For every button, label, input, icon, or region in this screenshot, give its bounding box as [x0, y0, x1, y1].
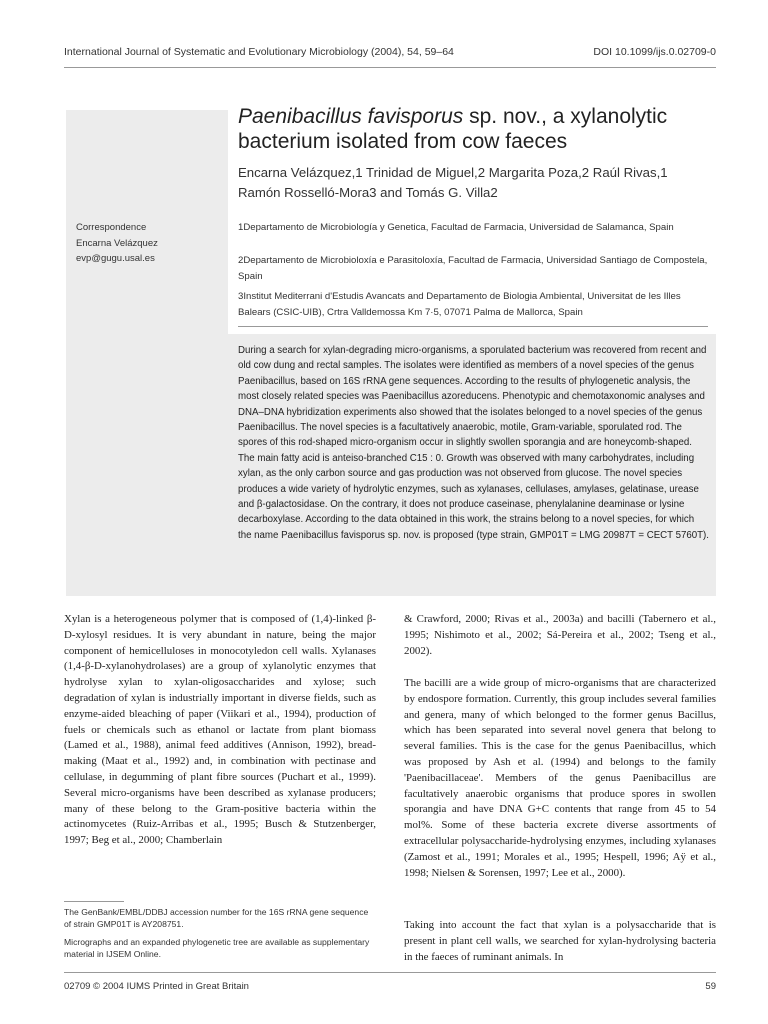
authors-line-1: Encarna Velázquez,1 Trinidad de Miguel,2 Margarita Poza,2 Raúl Rivas,1 — [238, 165, 668, 180]
correspondence-heading: Correspondence — [76, 222, 147, 233]
affiliation-1: 1Departamento de Microbiología y Genetica, Facultad de Farmacia, Universidad de Salamanca, Spain — [238, 222, 674, 233]
journal-citation: International Journal of Systematic and Evolutionary Microbiology (2004), 54, 59–64 — [64, 46, 454, 58]
title-rest: sp. nov., a xylanolytic bacterium isolated from cow faeces — [238, 105, 668, 153]
footnote-supplementary: Micrographs and an expanded phylogenetic tree are available as supplementary material in IJSEM Online. — [64, 937, 370, 959]
affiliation-3: 3Institut Mediterrani d'Estudis Avancats and Departamento de Biologia Ambiental, Universitat de les Illes Balears (CSIC-UIB), Crtra Valldemossa Km 7·5, 07071 Palma de Mallorca, Spain — [238, 291, 681, 318]
header-rule — [64, 67, 716, 68]
footer-rule — [64, 972, 716, 973]
doi: DOI 10.1099/ijs.0.02709-0 — [593, 46, 716, 58]
sidebar-shade — [66, 110, 228, 596]
body-paragraph-right-1: & Crawford, 2000; Rivas et al., 2003a) and bacilli (Tabernero et al., 1995; Nishimoto et al., 2002; Sá-Pereira et al., 2002; Tseng et al., 2002). — [404, 613, 716, 657]
abstract: During a search for xylan-degrading micro-organisms, a sporulated bacterium was recovered from recent and old cow dung and rectal samples. The isolates were identified as members of a novel species of the genus Paenibacillus, based on 16S rRNA gene sequences. According to the results of phylogenetic analysis, the most closely related species was Paenibacillus azoreducens. Phenotypic and chemotaxonomic analyses and DNA–DNA hybridization experiments also showed that the isolates belonged to a novel species of the genus Paenibacillus. The novel species is a facultatively anaerobic, motile, Gram-variable, sporulated rod. The spores of this rod-shaped micro-organism occur in slightly swollen sporangia and are honeycomb-shaped. The main fatty acid is anteiso-branched C15 : 0. Growth was observed with many carbohydrates, including xylan, as the only carbon source and gas production was not observed from glucose. The novel species produces a wide variety of hydrolytic enzymes, such as xylanases, cellulases, amylases, gelatinase, urease and β-galactosidase. On the contrary, it does not produce caseinase, phenylalanine deaminase or lysine decarboxylase. According to the data obtained in this work, the strains belong to a novel species, for which the name Paenibacillus favisporus sp. nov. is proposed (type strain, GMP01T = LMG 20987T = CECT 5760T). — [238, 345, 709, 541]
page-number: 59 — [705, 981, 716, 992]
footer-copyright: 02709 © 2004 IUMS Printed in Great Britain — [64, 981, 249, 992]
body-paragraph-right-2: The bacilli are a wide group of micro-organisms that are characterized by endospore formation. Currently, this group includes several families and genera, many of which belonged to the former genus Bacillus, which has been separated into several novel genera that belong to several families. This is the case for the genus Paenibacillus, which was proposed by Ash et al. (1994) and belongs to the family 'Paenibacillaceae'. Members of the genus Paenibacillus are facultatively anaerobic organisms that produce spores in swollen sporangia and have DNA G+C contents that range from 45 to 54 mol%. Some of these bacteria excrete diverse assortments of extracellular polysaccharide-hydrolysing enzymes, including xylanases (Zamost et al., 1991; Morales et al., 1995; Hespell, 1996; Aÿ et al., 1998; Nielsen & Sorensen, 1997; Lee et al., 2000). — [404, 677, 716, 879]
article-title — [238, 104, 708, 154]
correspondence-email[interactable]: evp@gugu.usal.es — [76, 253, 155, 264]
footnote-accession: The GenBank/EMBL/DDBJ accession number for the 16S rRNA gene sequence of strain GMP01T is AY208751. — [64, 907, 369, 929]
authors-line-2: Ramón Rosselló-Mora3 and Tomás G. Villa2 — [238, 185, 498, 200]
affiliation-rule — [238, 326, 708, 327]
authors — [238, 163, 708, 203]
affiliation-2: 2Departamento de Microbioloxía e Parasitoloxía, Facultad de Farmacia, Universidad Santiago de Compostela, Spain — [238, 255, 708, 282]
footnote-rule — [64, 901, 124, 902]
correspondence — [76, 220, 158, 267]
title-italic: Paenibacillus favisporus — [238, 105, 464, 128]
body-paragraph-left: Xylan is a heterogeneous polymer that is composed of (1,4)-linked β-D-xylosyl residues. It is very abundant in nature, being the major component of hemicelluloses in monocotyledon cell walls. Xylanases (1,4-β-D-xylanohydrolases) are a group of xylanolytic enzymes that hydrolyse xylan to xylan-oligosaccharides and xylose; such degradation of xylan is industrially important in diverse fields, such as enzyme-aided bleaching of paper (Viikari et al., 1994), production of fuels or chemicals such as ethanol or lactate from plant biomass (Lamed et al., 1988), animal feed additives (Annison, 1992), bread-making (Maat et al., 1992) and, in combination with pectinase and cellulase, in degumming of plant fibre sources (Puchart et al., 1999). Several micro-organisms have been described as xylanase producers; many of these belong to the Gram-positive bacteria within the actinomycetes (Ruiz-Arribas et al., 1995; Busch & Stutzenberger, 1997; Beg et al., 2000; Chamberlain — [64, 613, 376, 847]
body-paragraph-right-3: Taking into account the fact that xylan is a polysaccharide that is present in plant cell walls, we searched for xylan-hydrolysing bacteria in the faeces of ruminant animals. In — [404, 919, 716, 963]
correspondence-name: Encarna Velázquez — [76, 237, 158, 249]
